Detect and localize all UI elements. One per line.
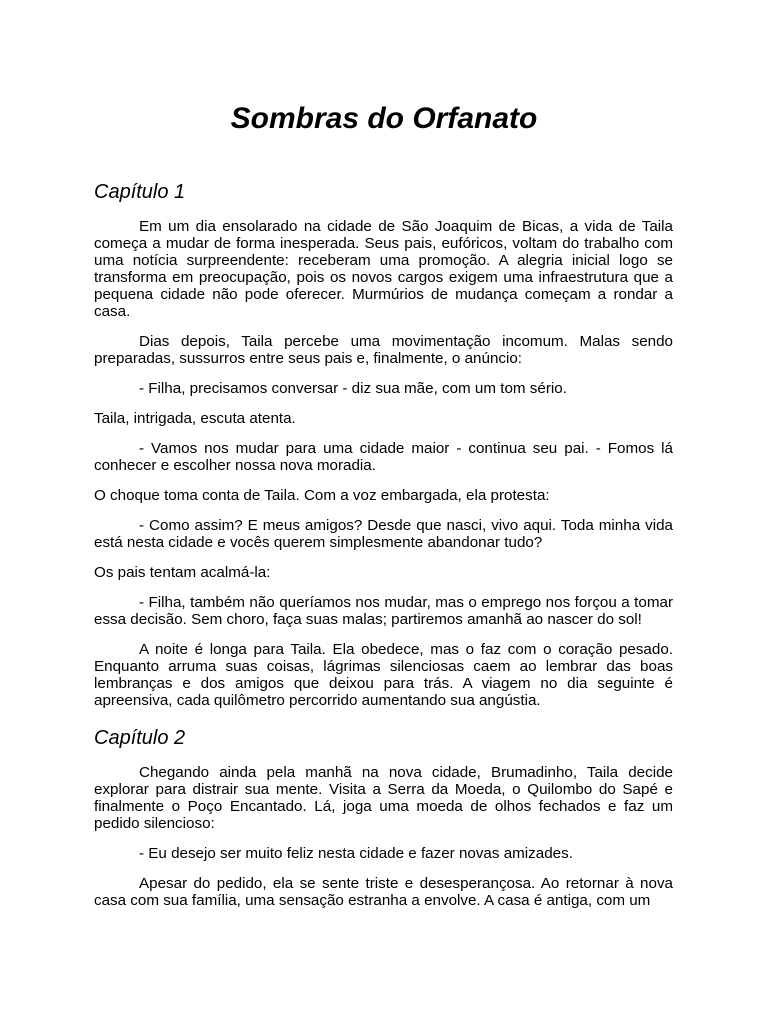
document-body bbox=[94, 176, 673, 922]
paragraph: Os pais tentam acalmá-la: bbox=[94, 564, 271, 581]
dialogue-paragraph: - Vamos nos mudar para uma cidade maior - continua seu pai. - Fomos lá conhecer e escolher nossa nova moradia. bbox=[94, 440, 673, 474]
chapter-heading: Capítulo 1 bbox=[94, 181, 186, 203]
chapter-heading: Capítulo 2 bbox=[94, 727, 186, 749]
paragraph: A noite é longa para Taila. Ela obedece, mas o faz com o coração pesado. Enquanto arruma suas coisas, lágrimas silenciosas caem ao lembrar das boas lembranças e dos amigos que deixou para trás. A viagem no dia seguinte é apreensiva, cada quilômetro percorrido aumentando sua angústia. bbox=[94, 641, 673, 709]
dialogue-paragraph: - Filha, também não queríamos nos mudar, mas o emprego nos forçou a tomar essa decisão. Sem choro, faça suas malas; partiremos amanhã ao nascer do sol! bbox=[94, 594, 673, 628]
document-title: Sombras do Orfanato bbox=[230, 102, 538, 135]
chapter-1 bbox=[94, 176, 673, 709]
paragraph: Chegando ainda pela manhã na nova cidade, Brumadinho, Taila decide explorar para distrair sua mente. Visita a Serra da Moeda, o Quilombo do Sapé e finalmente o Poço Encantado. Lá, joga uma moeda de olhos fechados e faz um pedido silencioso: bbox=[94, 764, 673, 832]
paragraph: O choque toma conta de Taila. Com a voz embargada, ela protesta: bbox=[94, 487, 550, 504]
chapter-2 bbox=[94, 722, 673, 909]
dialogue-paragraph: - Eu desejo ser muito feliz nesta cidade e fazer novas amizades. bbox=[139, 845, 573, 862]
paragraph: Taila, intrigada, escuta atenta. bbox=[94, 410, 296, 427]
paragraph: Em um dia ensolarado na cidade de São Joaquim de Bicas, a vida de Taila começa a mudar de forma inesperada. Seus pais, eufóricos, voltam do trabalho com uma notícia surpreendente: receberam uma promoção. A alegria inicial logo se transforma em preocupação, pois os novos cargos exigem uma infraestrutura que a pequena cidade não pode oferecer. Murmúrios de mudança começam a rondar a casa. bbox=[94, 218, 673, 320]
paragraph: Apesar do pedido, ela se sente triste e desesperançosa. Ao retornar à nova casa com sua família, uma sensação estranha a envolve. A casa é antiga, com um bbox=[94, 875, 673, 909]
dialogue-paragraph: - Como assim? E meus amigos? Desde que nasci, vivo aqui. Toda minha vida está nesta cidade e vocês querem simplesmente abandonar tudo? bbox=[94, 517, 673, 551]
paragraph: Dias depois, Taila percebe uma movimentação incomum. Malas sendo preparadas, sussurros entre seus pais e, finalmente, o anúncio: bbox=[94, 333, 673, 367]
dialogue-paragraph: - Filha, precisamos conversar - diz sua mãe, com um tom sério. bbox=[139, 380, 567, 397]
